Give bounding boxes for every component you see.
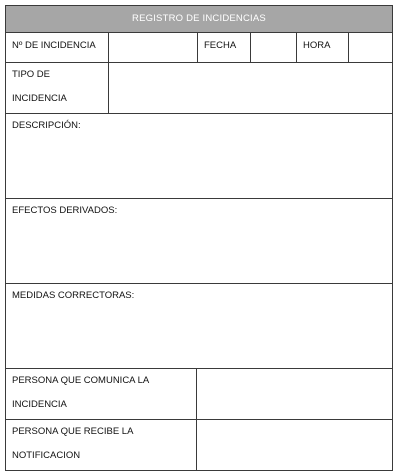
form-title: REGISTRO DE INCIDENCIAS <box>6 6 392 33</box>
receiver-label-line1: PERSONA QUE RECIBE LA <box>12 426 134 437</box>
reporter-field[interactable] <box>197 369 392 419</box>
receiver-row <box>6 420 392 470</box>
corrective-measures-label: MEDIDAS CORRECTORAS: <box>12 290 135 301</box>
date-field[interactable] <box>251 33 297 62</box>
effects-label: EFECTOS DERIVADOS: <box>12 205 118 216</box>
header-row <box>6 33 392 63</box>
incident-register-form <box>5 5 393 471</box>
effects-field[interactable] <box>6 199 392 283</box>
incident-number-label: Nº DE INCIDENCIA <box>6 33 109 62</box>
description-row <box>6 114 392 199</box>
description-field[interactable] <box>6 114 392 198</box>
effects-row <box>6 199 392 284</box>
reporter-label-line2: INCIDENCIA <box>12 399 67 410</box>
incident-type-row <box>6 63 392 114</box>
reporter-label-line1: PERSONA QUE COMUNICA LA <box>12 375 150 386</box>
receiver-field[interactable] <box>197 420 392 470</box>
receiver-label <box>6 420 197 470</box>
incident-type-label-line2: INCIDENCIA <box>12 93 67 104</box>
time-field[interactable] <box>349 33 392 62</box>
time-label: HORA <box>297 33 349 62</box>
receiver-label-line2: NOTIFICACION <box>12 450 81 461</box>
reporter-label <box>6 369 197 419</box>
date-label: FECHA <box>198 33 251 62</box>
incident-type-field[interactable] <box>109 63 392 113</box>
corrective-measures-row <box>6 284 392 369</box>
incident-number-field[interactable] <box>109 33 198 62</box>
description-label: DESCRIPCIÓN: <box>12 120 81 131</box>
corrective-measures-field[interactable] <box>6 284 392 368</box>
incident-type-label <box>6 63 109 113</box>
reporter-row <box>6 369 392 420</box>
incident-type-label-line1: TIPO DE <box>12 69 51 80</box>
